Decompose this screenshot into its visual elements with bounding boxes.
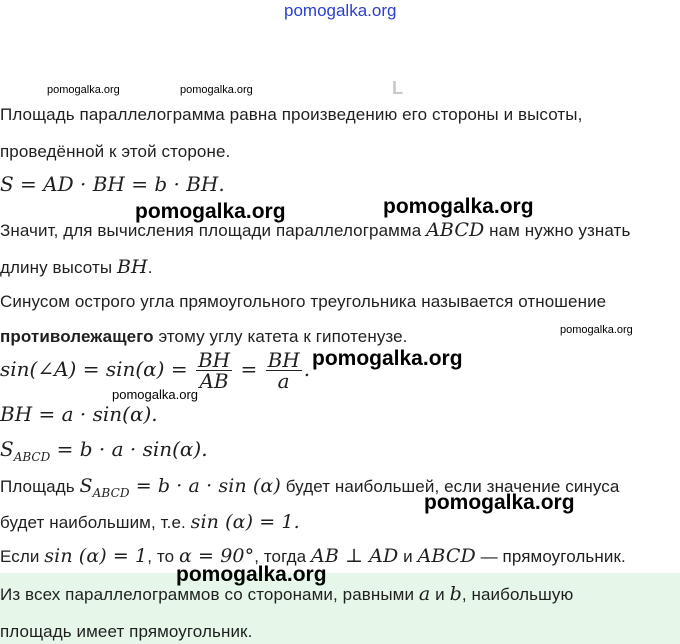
paragraph-line: будет наибольшим, т.е. sin (α) = 1.	[0, 511, 300, 533]
conclusion-line: Из всех параллелограммов со сторонами, равными a и b, наибольшую	[0, 583, 574, 605]
conclusion-line: площадь имеет прямоугольник.	[0, 622, 253, 641]
formula-area-sine: $S_{ABCD} = b \cdot a \cdot \sin(\alpha)$.	[0, 437, 208, 464]
paragraph-line: Площадь $S_{ABCD} = b \cdot a \cdot \sin (\alpha)$ будет наибольшей, если значение синуса	[0, 475, 620, 500]
watermark-big: pomogalka.org	[424, 491, 575, 514]
watermark-big: pomogalka.org	[176, 563, 327, 586]
math-bh: BH	[117, 256, 148, 278]
paragraph-line: противолежащего этому углу катета к гипотенузе.	[0, 327, 408, 346]
fraction: $\frac{BH}{a}$	[267, 348, 300, 393]
watermark-big: pomogalka.org	[312, 347, 463, 370]
formula-height: BH = a · sin(α).	[0, 402, 158, 426]
watermark-big: pomogalka.org	[135, 200, 286, 223]
paragraph-line: проведённой к этой стороне.	[0, 142, 231, 161]
watermark-medium: pomogalka.org	[112, 387, 198, 402]
faint-glyph: L	[392, 78, 403, 98]
paragraph-line: Площадь параллелограмма равна произведению его стороны и высоты,	[0, 105, 583, 124]
watermark-link-top[interactable]: pomogalka.org	[284, 1, 397, 20]
math-abcd: ABCD	[426, 219, 485, 241]
formula-sine: sin(∠A) = sin(α) = $\frac{BH}{AB}$ = $\frac{BH}{a}$ .	[0, 348, 311, 393]
fraction: $\frac{BH}{AB}$	[197, 348, 231, 393]
paragraph-line: длину высоты BH.	[0, 256, 153, 278]
watermark-small: pomogalka.org	[560, 324, 633, 336]
bold-term: противолежащего	[0, 327, 154, 346]
paragraph-line: Синусом острого угла прямоугольного треугольника называется отношение	[0, 292, 607, 311]
paragraph-line: Значит, для вычисления площади параллелограмма ABCD нам нужно узнать	[0, 219, 631, 241]
watermark-small: pomogalka.org	[47, 84, 120, 96]
watermark-small: pomogalka.org	[180, 84, 253, 96]
formula-area: S = AD · BH = b · BH.	[0, 172, 225, 196]
paragraph-line: Если sin (α) = 1, то α = 90°, тогда AB ⊥ AD и ABCD — прямоугольник.	[0, 545, 626, 567]
watermark-big: pomogalka.org	[383, 195, 534, 218]
